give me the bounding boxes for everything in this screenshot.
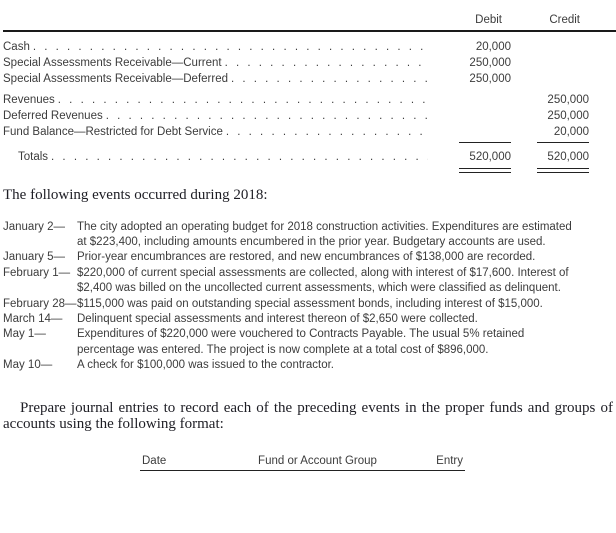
format-fund-label: Fund or Account Group xyxy=(258,454,377,467)
leader-dots xyxy=(225,55,428,71)
event-date: May 10— xyxy=(3,359,53,372)
totals-credit-cell: 520,000 xyxy=(547,151,589,163)
event-text: The city adopted an operating budget for 2018 construction activities. Expenditures are estimated at $223,400, including amounts encumbered in the prior year. Budgetary accounts are used. xyxy=(77,220,572,248)
totals-debit-cell: 520,000 xyxy=(469,151,511,163)
row-label: Cash xyxy=(3,41,30,53)
totals-double-rule-credit xyxy=(537,168,589,173)
credit-column-header: Credit xyxy=(549,14,580,26)
format-date-label: Date xyxy=(142,454,167,467)
event-date: January 2— xyxy=(3,220,66,233)
leader-dots xyxy=(226,124,428,140)
event-date: February 1— xyxy=(3,266,71,279)
debit-cell: 250,000 xyxy=(469,73,511,85)
trial-balance-table xyxy=(3,13,616,173)
debit-cell: 250,000 xyxy=(469,57,511,69)
totals-row xyxy=(3,149,616,165)
header-spacer xyxy=(3,13,431,27)
subtotal-rule-debit xyxy=(459,142,511,143)
leader-dots xyxy=(51,149,428,165)
leader-dots xyxy=(33,39,428,55)
row-label: Fund Balance—Restricted for Debt Service xyxy=(3,126,223,138)
event-row xyxy=(3,220,616,251)
event-row xyxy=(3,250,616,265)
event-text: Prior-year encumbrances are restored, and new encumbrances of $138,000 are recorded. xyxy=(77,251,536,264)
intro-paragraph: The following events occurred during 2018: xyxy=(3,186,268,203)
debit-cell: 20,000 xyxy=(475,41,511,53)
credit-cell: 250,000 xyxy=(547,110,589,122)
events-list xyxy=(3,220,616,374)
event-row xyxy=(3,297,616,312)
subtotal-rule-credit xyxy=(537,142,589,143)
table-row xyxy=(3,71,616,87)
event-text: $220,000 of current special assessments are collected, along with interest of $17,600. Interest of $2,400 was billed on the uncollected current assessments, which were classified as delinquent. xyxy=(77,266,569,295)
textbook-page xyxy=(0,13,616,533)
event-row xyxy=(3,312,616,327)
event-text: A check for $100,000 was issued to the contractor. xyxy=(77,359,334,372)
table-row xyxy=(3,92,616,108)
row-label: Special Assessments Receivable—Deferred xyxy=(3,73,228,85)
event-text: Expenditures of $220,000 were vouchered to Contracts Payable. The usual 5% retained percentage was entered. The project is now complete at a total cost of $896,000. xyxy=(77,328,525,356)
totals-label: Totals xyxy=(18,151,49,163)
row-label: Deferred Revenues xyxy=(3,110,103,122)
debit-column-header: Debit xyxy=(475,14,502,26)
event-text: $115,000 was paid on outstanding special assessment bonds, including interest of $15,000. xyxy=(77,297,543,310)
event-date: January 5— xyxy=(3,251,66,264)
event-row xyxy=(3,327,616,358)
row-label: Special Assessments Receivable—Current xyxy=(3,57,222,69)
totals-double-rule xyxy=(3,168,616,173)
table-top-rule xyxy=(3,30,616,32)
credit-cell: 250,000 xyxy=(547,94,589,106)
event-date: March 14— xyxy=(3,312,63,325)
event-date: May 1— xyxy=(3,328,46,341)
credit-cell: 20,000 xyxy=(553,126,589,138)
leader-dots xyxy=(106,108,428,124)
event-text: Delinquent special assessments and interest thereon of $2,650 were collected. xyxy=(77,312,478,325)
event-row xyxy=(3,266,616,297)
totals-double-rule-debit xyxy=(459,168,511,173)
instruction-paragraph: Prepare journal entries to record each of the preceding events in the proper funds and groups of accounts using the following format: xyxy=(3,399,613,433)
table-row xyxy=(3,108,616,124)
row-label: Revenues xyxy=(3,94,55,106)
format-entry-label: Entry xyxy=(436,454,463,467)
leader-dots xyxy=(58,92,428,108)
event-row xyxy=(3,358,616,373)
subtotal-rule xyxy=(3,142,616,143)
trial-balance-header xyxy=(3,13,616,27)
table-row xyxy=(3,39,616,55)
trial-balance-rows xyxy=(3,39,616,173)
event-date: February 28— xyxy=(3,297,77,310)
leader-dots xyxy=(231,71,428,87)
table-row xyxy=(3,124,616,140)
table-row xyxy=(3,55,616,71)
format-header xyxy=(140,455,465,471)
